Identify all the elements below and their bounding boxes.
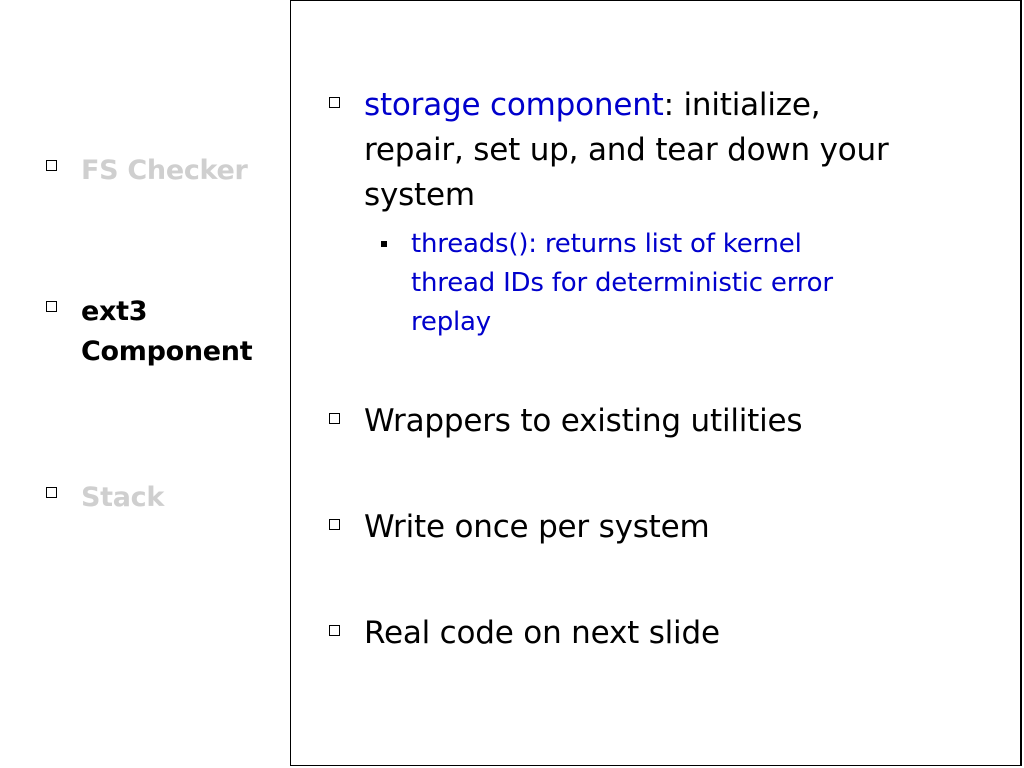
sidebar-item-label: Stack [81, 482, 165, 513]
bullet-write-once [329, 505, 964, 550]
bullet-text-line1: : initialize, [663, 87, 821, 123]
bullet-text-line3: system [364, 177, 475, 213]
sidebar-item-fs-checker[interactable] [46, 151, 286, 191]
content-panel [290, 0, 1022, 766]
bullet-storage-component [329, 83, 964, 218]
bullet-text: Real code on next slide [364, 615, 720, 651]
sidebar-item-stack[interactable] [46, 478, 286, 518]
sub-bullet-text [411, 225, 931, 342]
sidebar-item-label: FS Checker [81, 155, 248, 186]
bullet-wrappers [329, 399, 964, 444]
square-bullet-icon [329, 625, 340, 636]
square-bullet-icon [46, 160, 57, 171]
bullet-text: Wrappers to existing utilities [364, 403, 803, 439]
sub-bullet-threads [381, 225, 931, 342]
sidebar-item-label-line1: ext3 [81, 296, 148, 327]
bullet-text: Write once per system [364, 509, 710, 545]
bullet-real-code [329, 611, 964, 656]
sidebar-item-ext3-component[interactable] [46, 292, 286, 372]
sidebar-item-label-line2: Component [81, 336, 253, 367]
bullet-text-line2: repair, set up, and tear down your [364, 132, 889, 168]
sub-bullet-line2: thread IDs for deterministic error [411, 268, 833, 298]
square-bullet-icon [329, 413, 340, 424]
small-square-bullet-icon [381, 241, 387, 247]
square-bullet-icon [46, 487, 57, 498]
sidebar-navigation [0, 0, 290, 768]
square-bullet-icon [329, 519, 340, 530]
square-bullet-icon [329, 97, 340, 108]
sub-bullet-line1: threads(): returns list of kernel [411, 229, 802, 259]
square-bullet-icon [46, 301, 57, 312]
bullet-text [364, 83, 964, 218]
sidebar-item-label [81, 292, 252, 372]
storage-component-term: storage component [364, 87, 664, 123]
sub-bullet-line3: replay [411, 307, 491, 337]
